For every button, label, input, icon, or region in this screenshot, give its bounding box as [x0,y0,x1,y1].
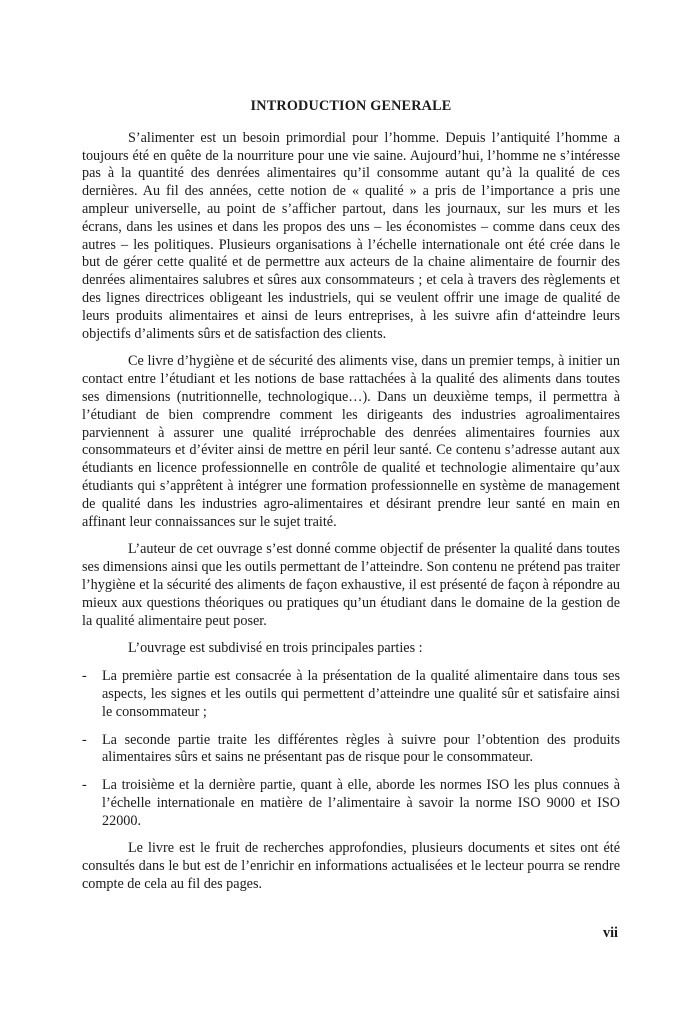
dash-bullet-icon: - [82,668,87,685]
dash-bullet-icon: - [82,777,87,794]
dash-bullet-icon: - [82,731,87,748]
paragraph-intro-3: L’auteur de cet ouvrage s’est donné comme objectif de présenter la qualité dans toutes ses dimensions ainsi que les outils permettant de l’atteindre. Son contenu ne prétend pas traiter l’hygiène et la sécurité des aliments de façon exhaustive, il est présenté de façon à répondre au mieux aux questions théoriques ou pratiques qu’un étudiant dans le domaine de la gestion de la qualité alimentaire peut poser. [82,541,620,629]
list-item [82,668,620,721]
list-item-text: La troisième et la dernière partie, quant à elle, aborde les normes ISO les plus connues à l’échelle internationale en matière de l’alimentaire à savoir la norme ISO 9000 et ISO 22000. [102,777,620,829]
page-body [82,98,620,894]
paragraph-closing: Le livre est le fruit de recherches approfondies, plusieurs documents et sites ont été consultés dans le but est de l’enrichir en informations actualisées et le lecteur pourra se rendre compte de cela au fil des pages. [82,840,620,893]
list-item-text: La seconde partie traite les différentes règles à suivre pour l’obtention des produits alimentaires sûrs et sains ne présentant pas de risque pour le consommateur. [102,731,620,766]
list-item [82,777,620,830]
list-item-text: La première partie est consacrée à la présentation de la qualité alimentaire dans tous ses aspects, les signes et les outils qui permettent d’atteindre une qualité sûr et satisfaire ainsi le consommateur ; [102,668,620,720]
page-number: vii [603,925,618,941]
page-title: INTRODUCTION GENERALE [250,98,452,114]
paragraph-intro-2: Ce livre d’hygiène et de sécurité des aliments vise, dans un premier temps, à initier un contact entre l’étudiant et les notions de base rattachées à la qualité des aliments dans toutes ses dimensions (nutritionnelle, technologique…). Dans un deuxième temps, il permettra à l’étudiant de bien comprendre comment les dirigeants des industries agroalimentaires parviennent à assurer une qualité irréprochable des denrées alimentaires fournies aux consommateurs et d’éviter ainsi de mettre en péril leur santé. Ce contenu s’adresse autant aux étudiants en licence professionnelle en contrôle de qualité et technologie alimentaire qu’aux étudiants qui s’apprêtent à intégrer une formation professionnelle en système de management de qualité dans les industries agro-alimentaires et désirant prendre leur santé en main en affinant leur connaissances sur le sujet traité. [82,353,620,530]
parts-list [82,668,620,830]
paragraph-list-lead-in: L’ouvrage est subdivisé en trois principales parties : [128,640,423,657]
paragraph-intro-1: S’alimenter est un besoin primordial pour l’homme. Depuis l’antiquité l’homme a toujours été en quête de la nourriture pour une vie saine. Aujourd’hui, l’homme ne s’intéresse pas à la quantité des denrées alimentaires qu’il consomme autant qu’à la qualité de ces dernières. Au fil des années, cette notion de « qualité » a pris de l’importance a pris une ampleur universelle, au point de s’afficher partout, dans les journaux, sur les murs et les écrans, dans les usines et dans les propos des uns – les économistes – comme dans ceux des autres – les politiques. Plusieurs organisations à l’échelle internationale ont été crée dans le but de gérer cette qualité et de permettre aux acteurs de la chaine alimentaire de fournir des denrées alimentaires salubres et sûres aux consommateurs ; et cela à travers des règlements et des lignes directrices obligeant les industriels, qui se veulent offrir une image de qualité de leurs produits alimentaires et ainsi de leurs entreprises, à les suivre afin d‘atteindre leurs objectifs d’aliments sûrs et de satisfaction des clients. [82,129,620,342]
list-item [82,732,620,768]
